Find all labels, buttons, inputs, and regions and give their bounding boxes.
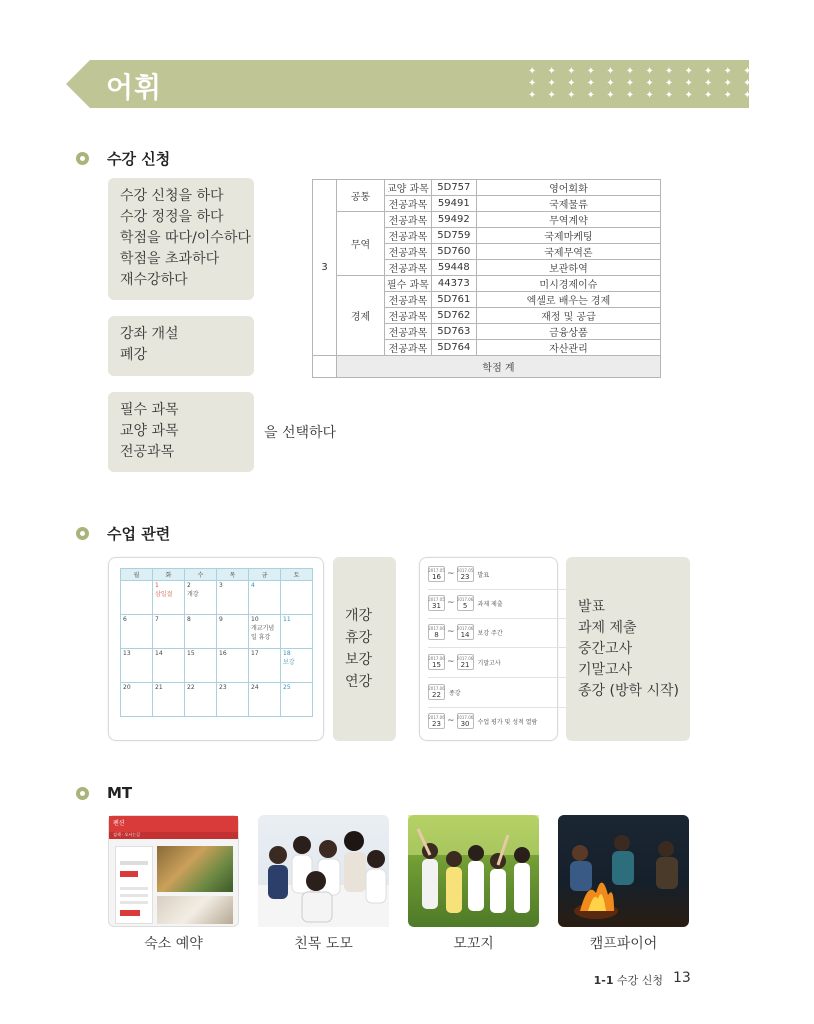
day-number: 24 bbox=[251, 684, 259, 691]
calendar-day bbox=[281, 581, 313, 615]
pension-photo-2 bbox=[157, 896, 233, 924]
schedule-label: 종강 bbox=[449, 689, 461, 697]
calendar-day bbox=[121, 581, 153, 615]
calendar-card bbox=[108, 557, 324, 741]
section-title: MT bbox=[107, 784, 133, 802]
vocab-term: 수강 신청을 하다 bbox=[120, 188, 224, 204]
calendar-day bbox=[281, 683, 313, 717]
date-year-month: 2017.06 bbox=[456, 714, 474, 720]
term: 휴강 bbox=[345, 630, 373, 646]
course-code: 44373 bbox=[431, 276, 476, 292]
vocab-term: 학점을 따다/이수하다 bbox=[120, 230, 251, 246]
course-name: 영어회화 bbox=[476, 180, 660, 196]
term: 보강 bbox=[345, 652, 373, 668]
course-type: 교양 과목 bbox=[385, 180, 432, 196]
day-event: 개교기념일 휴강 bbox=[251, 625, 275, 641]
day-number: 22 bbox=[187, 684, 195, 691]
date-day: 14 bbox=[460, 630, 470, 639]
outdoor-illustration bbox=[408, 815, 539, 927]
table-row bbox=[313, 276, 661, 292]
range-tilde: ~ bbox=[447, 569, 455, 579]
course-table bbox=[312, 179, 661, 378]
calendar-day bbox=[217, 649, 249, 683]
date-box bbox=[457, 566, 474, 582]
date-box bbox=[457, 654, 474, 670]
schedule-divider bbox=[428, 647, 578, 648]
schedule-label: 기말고사 bbox=[477, 659, 501, 667]
term: 기말고사 bbox=[578, 661, 633, 678]
term: 발표 bbox=[578, 598, 606, 615]
day-event: 보강 bbox=[283, 659, 295, 666]
day-number: 23 bbox=[219, 684, 227, 691]
schedule-card bbox=[419, 557, 558, 741]
day-number: 15 bbox=[187, 650, 195, 657]
date-year-month: 2017.06 bbox=[428, 685, 445, 691]
schedule-label: 발표 bbox=[477, 571, 490, 579]
day-event: 삼일절 bbox=[155, 591, 173, 598]
group-cell: 무역 bbox=[337, 212, 385, 276]
course-type: 전공과목 bbox=[385, 260, 432, 276]
course-type: 전공과목 bbox=[385, 196, 432, 212]
calendar-day bbox=[185, 581, 217, 615]
section-title: 수강 신청 bbox=[107, 150, 171, 168]
day-event: 개강 bbox=[187, 591, 199, 598]
day-number: 2 bbox=[187, 582, 191, 589]
course-code: 5D757 bbox=[431, 180, 476, 196]
vocab-term: 수강 정정을 하다 bbox=[120, 209, 224, 225]
course-code: 5D764 bbox=[431, 340, 476, 356]
section-heading-course-registration bbox=[76, 148, 170, 169]
date-day: 31 bbox=[432, 601, 441, 610]
weekday-header: 금 bbox=[249, 569, 281, 581]
section-title: 수업 관련 bbox=[107, 525, 171, 543]
date-box bbox=[428, 713, 445, 729]
web-header-title: 펜션 bbox=[113, 820, 125, 827]
course-name: 국제물류 bbox=[476, 196, 660, 212]
bullet-icon bbox=[76, 152, 89, 165]
bullet-icon bbox=[76, 527, 89, 540]
date-box bbox=[428, 624, 445, 640]
course-name: 무역계약 bbox=[476, 212, 660, 228]
course-name: 보관하역 bbox=[476, 260, 660, 276]
course-code: 59448 bbox=[431, 260, 476, 276]
course-type: 전공과목 bbox=[385, 324, 432, 340]
calendar-day bbox=[121, 649, 153, 683]
date-box bbox=[457, 624, 474, 640]
course-name: 국제마케팅 bbox=[476, 228, 660, 244]
date-day: 21 bbox=[460, 660, 470, 669]
section-heading-class-related bbox=[76, 523, 170, 544]
table-row bbox=[313, 180, 661, 196]
calendar-day bbox=[121, 683, 153, 717]
course-type: 전공과목 bbox=[385, 292, 432, 308]
day-number: 20 bbox=[123, 684, 131, 691]
calendar-day bbox=[249, 649, 281, 683]
calendar-day bbox=[281, 649, 313, 683]
empty-cell bbox=[313, 356, 337, 378]
date-day: 5 bbox=[462, 601, 468, 610]
range-tilde: ~ bbox=[447, 627, 455, 637]
schedule-terms-box bbox=[566, 557, 690, 741]
table-total-row bbox=[313, 356, 661, 378]
day-number: 21 bbox=[155, 684, 163, 691]
course-type: 전공과목 bbox=[385, 228, 432, 244]
calendar-day bbox=[121, 615, 153, 649]
page-number: 13 bbox=[673, 970, 691, 986]
table-row bbox=[313, 212, 661, 228]
vocab-term: 전공과목 bbox=[120, 444, 175, 460]
term: 과제 제출 bbox=[578, 619, 637, 636]
date-box bbox=[457, 713, 474, 729]
group-cell: 공통 bbox=[337, 180, 385, 212]
day-number: 17 bbox=[251, 650, 259, 657]
date-year-month: 2017.06 bbox=[428, 714, 445, 720]
bullet-icon bbox=[76, 787, 89, 800]
course-name: 국제무역론 bbox=[476, 244, 660, 260]
calendar-day bbox=[153, 683, 185, 717]
course-code: 5D762 bbox=[431, 308, 476, 324]
course-type: 전공과목 bbox=[385, 244, 432, 260]
vocab-term: 학점을 초과하다 bbox=[120, 251, 220, 267]
web-header bbox=[109, 816, 238, 832]
date-box bbox=[457, 595, 474, 611]
date-year-month: 2017.06 bbox=[428, 655, 445, 661]
banner-title: 어휘 bbox=[106, 71, 163, 104]
range-tilde: ~ bbox=[447, 598, 455, 608]
day-number: 4 bbox=[251, 582, 255, 589]
course-name: 자산관리 bbox=[476, 340, 660, 356]
date-box bbox=[428, 566, 445, 582]
day-number: 11 bbox=[283, 616, 291, 623]
day-number: 7 bbox=[155, 616, 159, 623]
schedule-divider bbox=[428, 707, 578, 708]
course-code: 59492 bbox=[431, 212, 476, 228]
calendar-day bbox=[217, 683, 249, 717]
section-banner bbox=[66, 60, 814, 108]
calendar-day bbox=[153, 581, 185, 615]
weekday-header: 토 bbox=[281, 569, 313, 581]
term: 중간고사 bbox=[578, 640, 633, 657]
calendar-day bbox=[185, 683, 217, 717]
calendar-terms-box bbox=[333, 557, 396, 741]
calendar-day bbox=[249, 615, 281, 649]
friends-photo bbox=[258, 815, 389, 927]
date-year-month: 2017.05 bbox=[428, 596, 445, 602]
decorative-dots: ✦ ✦ ✦ ✦ ✦ ✦ ✦ ✦ ✦ ✦ ✦ ✦ ✦ ✦ ✦ ✦ ✦ ✦ ✦ ✦ ✦ ✦ ✦ ✦ ✦ ✦ ✦ ✦ ✦ ✦ ✦ ✦ ✦ ✦ ✦ ✦ ✦ ✦ ✦ ✦ ✦ ✦ ✦ ✦ ✦ bbox=[528, 66, 814, 101]
date-day: 8 bbox=[434, 630, 439, 639]
course-name: 미시경제이슈 bbox=[476, 276, 660, 292]
day-number: 3 bbox=[219, 582, 223, 589]
calendar bbox=[120, 568, 313, 717]
schedule-row bbox=[428, 684, 461, 700]
course-type: 전공과목 bbox=[385, 212, 432, 228]
course-code: 5D763 bbox=[431, 324, 476, 340]
date-day: 23 bbox=[432, 719, 441, 728]
date-year-month: 2017.05 bbox=[428, 567, 445, 573]
outdoor-photo bbox=[408, 815, 539, 927]
calendar-day bbox=[185, 649, 217, 683]
date-year-month: 2017.06 bbox=[456, 655, 474, 661]
day-number: 6 bbox=[123, 616, 127, 623]
total-label: 학점 계 bbox=[337, 356, 661, 378]
vocab-box-registration bbox=[108, 178, 254, 300]
day-number: 13 bbox=[123, 650, 131, 657]
weekday-header: 화 bbox=[153, 569, 185, 581]
day-number: 18 bbox=[283, 650, 291, 657]
vocab-term: 재수강하다 bbox=[120, 272, 188, 288]
pension-photo-1 bbox=[157, 846, 233, 892]
calendar-week bbox=[121, 649, 313, 683]
campfire-photo bbox=[558, 815, 689, 927]
friends-illustration bbox=[258, 815, 389, 927]
photo-caption: 모꼬지 bbox=[453, 936, 494, 952]
calendar-day bbox=[217, 615, 249, 649]
campfire-illustration bbox=[558, 815, 689, 927]
schedule-divider bbox=[428, 677, 578, 678]
calendar-day bbox=[249, 683, 281, 717]
schedule-divider bbox=[428, 618, 578, 619]
day-number: 10 bbox=[251, 616, 259, 623]
photo-caption: 친목 도모 bbox=[294, 936, 353, 952]
weekday-header: 월 bbox=[121, 569, 153, 581]
date-day: 23 bbox=[460, 572, 470, 581]
calendar-week bbox=[121, 683, 313, 717]
weekday-header: 수 bbox=[185, 569, 217, 581]
vocab-term: 필수 과목 bbox=[120, 402, 179, 418]
booking-website-image bbox=[108, 815, 239, 927]
schedule-row bbox=[428, 566, 489, 582]
vocab-term: 강좌 개설 bbox=[120, 326, 179, 342]
schedule-label: 과제 제출 bbox=[477, 600, 503, 608]
day-number: 16 bbox=[219, 650, 227, 657]
date-box bbox=[428, 654, 445, 670]
calendar-day bbox=[249, 581, 281, 615]
group-cell: 경제 bbox=[337, 276, 385, 356]
schedule-row bbox=[428, 713, 537, 729]
select-suffix: 을 선택하다 bbox=[264, 425, 337, 441]
course-type: 전공과목 bbox=[385, 340, 432, 356]
footer-chapter bbox=[594, 972, 663, 988]
day-number: 1 bbox=[155, 582, 159, 589]
course-type: 전공과목 bbox=[385, 308, 432, 324]
calendar-day bbox=[153, 649, 185, 683]
date-box bbox=[428, 595, 445, 611]
course-code: 5D759 bbox=[431, 228, 476, 244]
date-year-month: 2017.06 bbox=[428, 625, 445, 631]
course-code: 5D760 bbox=[431, 244, 476, 260]
date-box bbox=[428, 684, 445, 700]
term: 개강 bbox=[345, 608, 373, 624]
date-day: 16 bbox=[432, 572, 441, 581]
date-year-month: 2017.06 bbox=[456, 625, 474, 631]
photo-caption: 숙소 예약 bbox=[144, 936, 203, 952]
calendar-day bbox=[281, 615, 313, 649]
date-day: 22 bbox=[432, 690, 441, 699]
schedule-label: 보강 주간 bbox=[477, 629, 503, 637]
section-heading-mt bbox=[76, 784, 132, 802]
course-name: 금융상품 bbox=[476, 324, 660, 340]
chapter-title: 수강 신청 bbox=[616, 974, 663, 987]
term: 종강 (방학 시작) bbox=[578, 682, 679, 699]
chapter-number: 1-1 bbox=[593, 974, 614, 987]
calendar-week bbox=[121, 581, 313, 615]
day-number: 25 bbox=[283, 684, 291, 691]
schedule-row bbox=[428, 624, 503, 640]
day-number: 14 bbox=[155, 650, 163, 657]
date-day: 15 bbox=[432, 660, 441, 669]
schedule-row bbox=[428, 654, 501, 670]
term: 연강 bbox=[345, 674, 373, 690]
day-number: 8 bbox=[187, 616, 191, 623]
date-year-month: 2017.06 bbox=[456, 596, 474, 602]
vocab-box-course-opening bbox=[108, 316, 254, 376]
web-subbar: 검색 · 오시는길 bbox=[109, 832, 238, 839]
web-sidebar bbox=[115, 846, 153, 924]
course-code: 59491 bbox=[431, 196, 476, 212]
range-tilde: ~ bbox=[447, 657, 455, 667]
vocab-term: 교양 과목 bbox=[120, 423, 179, 439]
day-number: 9 bbox=[219, 616, 223, 623]
vocab-box-course-types bbox=[108, 392, 254, 472]
course-name: 엑셀로 배우는 경제 bbox=[476, 292, 660, 308]
year-cell: 3 bbox=[313, 180, 337, 356]
date-day: 30 bbox=[460, 719, 470, 728]
schedule-label: 수업 평가 및 성적 열람 bbox=[477, 718, 538, 726]
schedule-row bbox=[428, 595, 503, 611]
photo-caption: 캠프파이어 bbox=[589, 936, 658, 952]
calendar-day bbox=[217, 581, 249, 615]
range-tilde: ~ bbox=[447, 716, 455, 726]
weekday-header: 목 bbox=[217, 569, 249, 581]
schedule-divider bbox=[428, 589, 578, 590]
date-year-month: 2017.05 bbox=[456, 567, 474, 573]
calendar-day bbox=[185, 615, 217, 649]
vocab-term: 폐강 bbox=[120, 347, 148, 363]
course-code: 5D761 bbox=[431, 292, 476, 308]
calendar-week bbox=[121, 615, 313, 649]
course-name: 재정 및 공급 bbox=[476, 308, 660, 324]
calendar-day bbox=[153, 615, 185, 649]
course-type: 필수 과목 bbox=[385, 276, 432, 292]
